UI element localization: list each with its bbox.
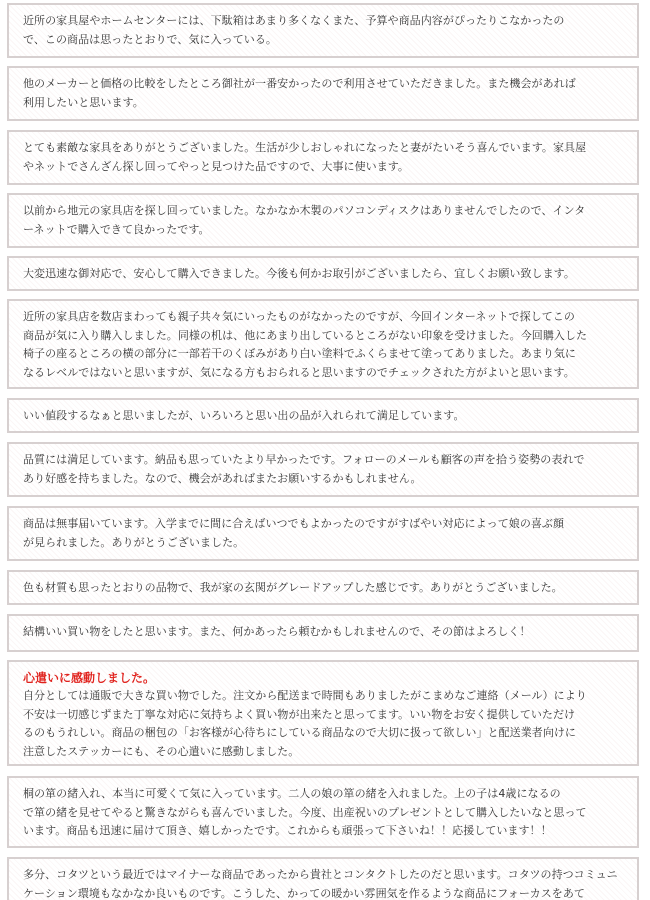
review-text: 結構いい買い物をしたと思います。また、何かあったら頼むかもしれませんので、その節はよろしく！ <box>23 625 531 638</box>
review-card <box>7 442 639 497</box>
review-text: 自分としては通販で大きな買い物でした。注文から配送まで時間もありましたがこまめなご連絡（メール）により 不安は一切感じずまた丁寧な対応に気持ちよく買い物が出来たと思ってます。いい物をお安く提供していただけ るのもうれしい。商品の梱包の「お客様が心待ちにしている商品なので大切に扱って欲しい」と配送業者向けに 注意したステッカーにも、その心遣いに感動しました。 <box>23 689 587 758</box>
review-text: 桐の箪の緒入れ、本当に可愛くて気に入っています。二人の娘の箪の緒を入れました。上の子は4歳になるの で箪の緒を見せてやると驚きながらも喜んでいました。今度、出産祝いのプレゼントとして購入したいなと思って います。商品も迅速に届けて頂き、嬉しかったです。これからも頑張って下さいね！！応援しています！！ <box>23 787 587 837</box>
review-text: いい値段するなぁと思いましたが、いろいろと思い出の品が入れられて満足しています。 <box>23 409 465 422</box>
review-text: 多分、コタツという最近ではマイナーな商品であったから貴社とコンタクトしたのだと思います。コタツの持つコミュニ ケーション環境もなかなか良いものです。こうした、かっての暖かい雰囲気を作るような商品にフォーカスをあて <box>23 868 618 900</box>
review-card <box>7 130 639 185</box>
review-card <box>7 614 639 652</box>
review-text: とても素敵な家具をありがとうございました。生活が少しおしゃれになったと妻がたいそう喜んでいます。家具屋 やネットでさんざん探し回ってやっと見つけた品ですので、大事に使います。 <box>23 141 587 173</box>
review-card <box>7 256 639 291</box>
review-card <box>7 299 639 389</box>
review-text: 他のメーカーと価格の比較をしたところ御社が一番安かったので利用させていただきました。また機会があれば 利用したいと思います。 <box>23 77 576 109</box>
review-heading: 心遣いに感動しました。 <box>23 671 156 685</box>
review-card <box>7 776 639 848</box>
review-text: 近所の家具店を数店まわっても親子共々気にいったものがなかったのですが、今回インターネットで探してこの 商品が気に入り購入しました。同様の机は、他にあまり出しているところがない印象を受けました。今回購入した 椅子の座るところの横の部分に一部若干のくぼみがあり白い塗料でふくらませて塗ってありました。あまり気に なるレベルではないと思いますが、気になる方もおられると思いますのでチェックされた方がよいと思います。 <box>23 310 588 379</box>
review-text: 大変迅速な御対応で、安心して購入できました。今後も何かお取引がございましたら、宜しくお願い致します。 <box>23 267 575 280</box>
review-card <box>7 398 639 433</box>
review-text: 品質には満足しています。納品も思っていたより早かったです。フォローのメールも顧客の声を拾う姿勢の表れで あり好感を持ちました。なので、機会があればまたお願いするかもしれません。 <box>23 453 585 485</box>
review-text: 近所の家具屋やホームセンターには、下駄箱はあまり多くなくまた、予算や商品内容がぴったりこなかったの で、この商品は思ったとおりで、気に入っている。 <box>23 14 565 46</box>
review-card <box>7 193 639 248</box>
review-text: 色も材質も思ったとおりの品物で、我が家の玄関がグレードアップした感じです。ありがとうございました。 <box>23 581 563 594</box>
review-card <box>7 506 639 561</box>
review-card <box>7 66 639 121</box>
review-card <box>7 660 639 766</box>
review-card <box>7 857 639 900</box>
review-card <box>7 570 639 605</box>
review-text: 商品は無事届いています。入学までに間に合えばいつでもよかったのですがすばやい対応によって娘の喜ぶ顔 が見られました。ありがとうございました。 <box>23 517 565 549</box>
review-text: 以前から地元の家具店を探し回っていました。なかなか木製のパソコンディスクはありませんでしたので、インタ ーネットで購入できて良かったです。 <box>23 204 586 236</box>
review-card <box>7 3 639 58</box>
